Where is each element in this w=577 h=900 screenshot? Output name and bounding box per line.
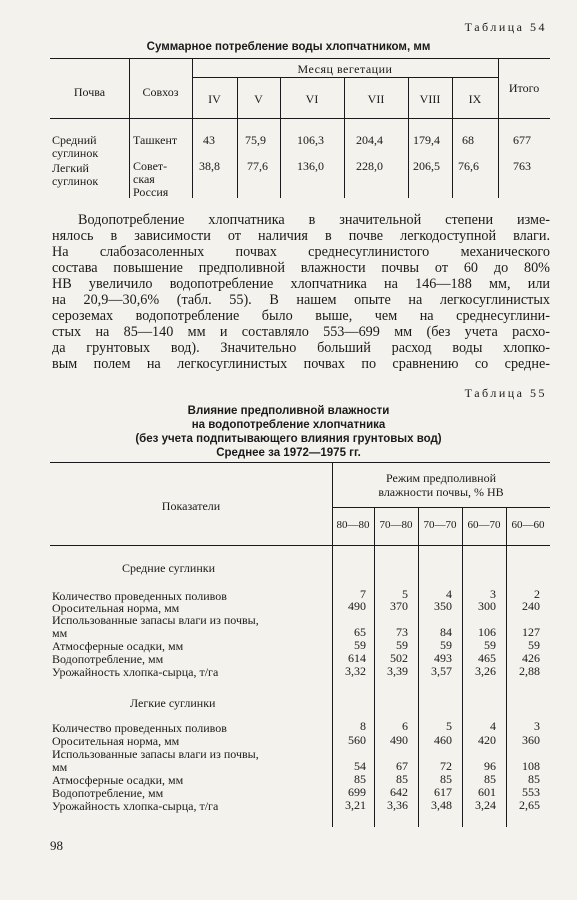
table-cell: 3,32 [345, 664, 366, 678]
table-row-label: мм [52, 760, 68, 774]
paragraph-line: стых на 85—140 мм и составляло 553—699 мм (без учета расхо- [52, 324, 550, 340]
table-cell: 617 [434, 785, 452, 799]
table-row-label: Оросительная норма, мм [52, 734, 180, 748]
table-55-top-rule [50, 462, 550, 463]
table-cell: 4 [490, 719, 496, 733]
table-cell: 350 [434, 599, 452, 613]
table-cell: 59 [528, 638, 540, 652]
table-55-title: Среднее за 1972—1975 гг. [216, 447, 361, 459]
table-cell: 7 [360, 587, 366, 601]
paragraph-line: на 20,9—30,6% (табл. 55). В нашем опыте на легкосуглинистых [52, 292, 550, 308]
table-row-label: Использованные запасы влаги из почвы, [52, 613, 259, 627]
table-54-title: Суммарное потребление воды хлопчатником, мм [146, 41, 431, 53]
table-cell: 43 [203, 133, 215, 147]
table-cell: 490 [348, 599, 366, 613]
paragraph-line: сероземах водопотребление было выше, чем на среднесуглини- [52, 308, 550, 324]
table-row-soil: суглинок [52, 174, 99, 188]
page-number: 98 [50, 838, 63, 853]
paragraph-line: вым полем на легкосуглинистых почвах по сравнению со средне- [52, 356, 550, 372]
table-row-soil: суглинок [52, 146, 99, 160]
table-54-divider [498, 58, 499, 198]
paragraph-line: состава повышение предполивной влажности почвы от 60 до 80% [52, 260, 550, 276]
table-cell: 300 [478, 599, 496, 613]
header-month: IX [468, 92, 482, 106]
table-cell: 73 [396, 625, 408, 639]
table-cell: 601 [478, 785, 496, 799]
header-month: VIII [419, 92, 441, 106]
section-heading: Легкие суглинки [130, 696, 216, 710]
table-row-farm: Совет- [133, 159, 168, 173]
table-row-label: Водопотребление, мм [52, 786, 164, 800]
table-cell: 553 [522, 785, 540, 799]
table-cell: 75,9 [245, 133, 266, 147]
table-cell: 96 [484, 759, 496, 773]
table-cell: 493 [434, 651, 452, 665]
table-cell: 72 [440, 759, 452, 773]
header-regime-column: 60—70 [467, 519, 501, 531]
header-regime-column: 70—70 [423, 519, 457, 531]
header-month-group: Месяц вегетации [297, 62, 393, 76]
table-54-divider [192, 58, 193, 198]
table-55-title: (без учета подпитывающего влияния грунтовых вод) [135, 433, 442, 445]
table-cell: 85 [354, 772, 366, 786]
table-54-header-rule [50, 118, 550, 119]
table-cell: 136,0 [297, 159, 324, 173]
table-cell: 5 [402, 587, 408, 601]
table-cell: 59 [396, 638, 408, 652]
table-cell: 68 [462, 133, 474, 147]
table-cell: 77,6 [247, 159, 268, 173]
table-55-regime-rule [332, 507, 550, 508]
table-row-label: Атмосферные осадки, мм [52, 773, 184, 787]
table-cell: 106 [478, 625, 496, 639]
table-cell: 106,3 [297, 133, 324, 147]
header-indicators: Показатели [161, 499, 221, 513]
paragraph-line: На слабозасоленных почвах среднесуглинистого механического [52, 244, 550, 260]
table-row-label: Количество проведенных поливов [52, 721, 227, 735]
table-cell: 59 [484, 638, 496, 652]
table-cell: 560 [348, 733, 366, 747]
table-55-title: Влияние предполивной влажности [187, 405, 390, 417]
table-cell: 85 [440, 772, 452, 786]
header-regime-column: 70—80 [379, 519, 413, 531]
table-54-top-rule [50, 58, 550, 59]
table-cell: 84 [440, 625, 452, 639]
header-regime: Режим предполивной [385, 471, 497, 485]
table-cell: 614 [348, 651, 366, 665]
table-55-header-rule [50, 545, 550, 546]
header-regime-column: 60—60 [511, 519, 545, 531]
table-row-label: Количество проведенных поливов [52, 589, 227, 603]
table-cell: 2 [534, 587, 540, 601]
table-cell: 76,6 [458, 159, 479, 173]
table-cell: 460 [434, 733, 452, 747]
table-cell: 6 [402, 719, 408, 733]
table-cell: 3,21 [345, 798, 366, 812]
header-farm: Совхоз [142, 85, 179, 99]
table-cell: 240 [522, 599, 540, 613]
header-month: VII [367, 92, 385, 106]
table-row-farm: Россия [133, 185, 169, 199]
table-cell: 59 [440, 638, 452, 652]
table-cell: 3,48 [431, 798, 452, 812]
header-month: IV [208, 92, 221, 106]
table-cell: 490 [390, 733, 408, 747]
table-row-label: Оросительная норма, мм [52, 601, 180, 615]
table-54-label: Таблица 54 [464, 20, 547, 34]
table-cell: 5 [446, 719, 452, 733]
table-cell: 3 [490, 587, 496, 601]
table-cell: 3 [534, 719, 540, 733]
table-cell: 54 [354, 759, 366, 773]
table-row-label: Водопотребление, мм [52, 652, 164, 666]
table-cell: 85 [484, 772, 496, 786]
table-cell: 204,4 [356, 133, 383, 147]
table-cell: 67 [396, 759, 408, 773]
table-cell: 465 [478, 651, 496, 665]
table-cell: 108 [522, 759, 540, 773]
paragraph-line: да грунтовых вод). Значительно больший расход воды хлопко- [52, 340, 550, 356]
table-cell: 38,8 [199, 159, 220, 173]
table-row-label: мм [52, 626, 68, 640]
paragraph-line: Водопотребление хлопчатника в значительной степени изме- [78, 212, 550, 228]
table-cell: 3,24 [475, 798, 496, 812]
header-regime: влажности почвы, % НВ [378, 485, 504, 499]
table-55-label: Таблица 55 [464, 386, 547, 400]
section-heading: Средние суглинки [122, 561, 216, 575]
table-cell: 3,57 [431, 664, 452, 678]
table-cell: 85 [528, 772, 540, 786]
header-month: V [254, 92, 263, 106]
table-cell: 370 [390, 599, 408, 613]
table-cell: 2,88 [519, 664, 540, 678]
table-row-label: Урожайность хлопка-сырца, т/га [52, 665, 219, 679]
table-cell: 502 [390, 651, 408, 665]
table-cell: 228,0 [356, 159, 383, 173]
table-cell-total: 763 [513, 159, 531, 173]
paragraph-line: нялось в зависимости от наличия в почве легкодоступной влаги. [52, 228, 550, 244]
table-cell: 127 [522, 625, 540, 639]
table-cell: 3,39 [387, 664, 408, 678]
paragraph-line: НВ увеличило водопотребление хлопчатника на 146—188 мм, или [52, 276, 550, 292]
table-row-farm: ская [133, 172, 155, 186]
table-54-divider [129, 58, 130, 198]
table-cell: 206,5 [413, 159, 440, 173]
table-cell: 420 [478, 733, 496, 747]
table-cell: 65 [354, 625, 366, 639]
table-cell: 699 [348, 785, 366, 799]
table-cell: 59 [354, 638, 366, 652]
header-total: Итого [508, 81, 540, 95]
table-cell: 2,65 [519, 798, 540, 812]
table-row-label: Использованные запасы влаги из почвы, [52, 747, 259, 761]
table-cell: 179,4 [413, 133, 440, 147]
table-cell: 85 [396, 772, 408, 786]
table-cell: 8 [360, 719, 366, 733]
table-cell: 360 [522, 733, 540, 747]
table-cell: 3,26 [475, 664, 496, 678]
header-month: VI [305, 92, 319, 106]
header-regime-column: 80—80 [336, 519, 370, 531]
table-cell: 4 [446, 587, 452, 601]
table-row-label: Урожайность хлопка-сырца, т/га [52, 799, 219, 813]
table-cell-total: 677 [513, 133, 531, 147]
header-soil: Почва [73, 85, 106, 99]
table-row-farm: Ташкент [133, 133, 178, 147]
table-cell: 426 [522, 651, 540, 665]
body-paragraph [52, 212, 550, 372]
table-row-soil: Легкий [52, 161, 89, 175]
table-row-label: Атмосферные осадки, мм [52, 639, 184, 653]
table-cell: 3,36 [387, 798, 408, 812]
table-row-soil: Средний [52, 133, 97, 147]
table-cell: 642 [390, 785, 408, 799]
table-55-title: на водопотребление хлопчатника [191, 419, 386, 431]
